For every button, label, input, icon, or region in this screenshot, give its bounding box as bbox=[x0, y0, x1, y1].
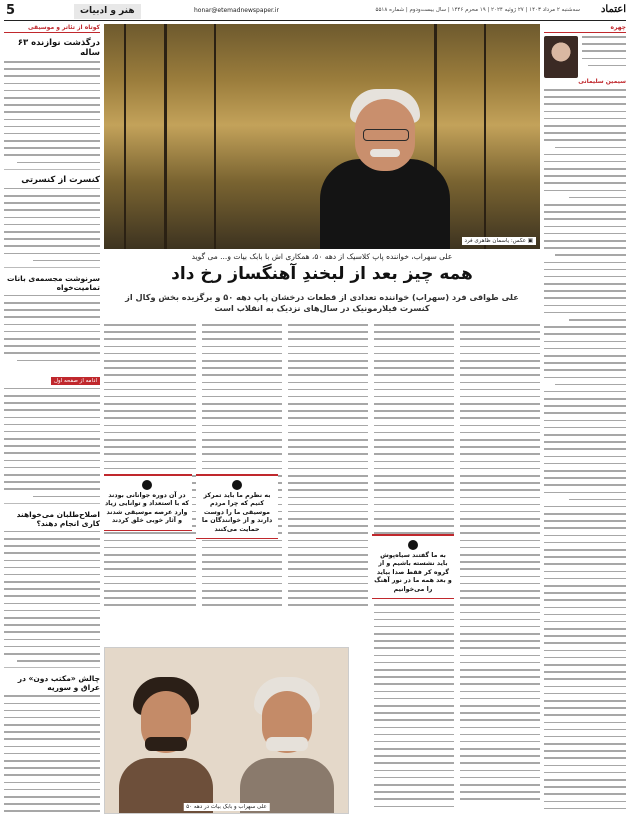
intro-text bbox=[582, 36, 626, 72]
pull-quote-2-text: به‌ نظرم ما باید تمرکز کنیم که چرا مردم موسیقی ما را دوست دارند و از خوانندگان ما حمایت می‌کنند bbox=[201, 492, 273, 533]
singer-portrait bbox=[310, 79, 460, 249]
contact-email[interactable]: honar@etemadnewspaper.ir bbox=[194, 7, 279, 14]
main-story bbox=[104, 24, 540, 814]
column-text bbox=[544, 89, 626, 809]
article-column-1 bbox=[460, 324, 540, 814]
left-column-tag-2: ادامه از صفحه اول bbox=[51, 377, 100, 385]
article-body bbox=[104, 324, 540, 814]
left-head-4: اصلاح‌طلبان می‌خواهند کاری انجام دهند؟ bbox=[16, 509, 100, 528]
story-kicker: علی سهراب، خواننده پاپ کلاسیک از دهه ۵۰، همکاری اش با بابک بیات و... می گوید bbox=[191, 252, 453, 261]
story-headline: همه چیز بعد از لبخندِ آهنگساز رخ داد bbox=[171, 264, 473, 284]
right-column bbox=[544, 24, 626, 814]
left-head-1: درگذشت نوازنده ۶۳ ساله bbox=[17, 38, 100, 58]
page-number: 5 bbox=[6, 3, 16, 18]
author-box bbox=[544, 36, 626, 78]
issue-line: سه‌شنبه ۲ مرداد ۱۴۰۳ | ۲۷ ژوئیه ۲۰۲۴ | ۱۹ محرم ۱۴۴۶ | سال بیست‌ودوم | شماره ۵۵۱۸ bbox=[375, 7, 580, 13]
left-column-tag: کوتاه از تئاتر و موسیقی bbox=[4, 24, 100, 33]
right-column-tag: چهره bbox=[544, 24, 626, 33]
author-photo bbox=[544, 36, 578, 78]
author-name: سیمین سلیمانی bbox=[578, 78, 626, 85]
pull-quote-3-text: در آن دوره جوانانی بودند که با استعداد و توانایی زیاد وارد عرصه موسیقی شدند و آثار خوبی خلق کردند bbox=[104, 492, 190, 525]
pull-quote-1-text: به ما گفتند سیاه‌پوش باید نشسته باشیم و از گروه کر فقط صدا بیاید و بعد همه ما در نور آهنگ را می‌خوانیم bbox=[374, 552, 452, 593]
newspaper-logo: اعتماد bbox=[600, 4, 626, 15]
section-title: هنر و ادبیات bbox=[74, 4, 141, 19]
story-subhead: علی طواقی فرد (سهراب) خواننده تعدادی از قطعات درخشان پاپ دهه ۵۰ و برگزیده بخش وکال از کنسرت فیلارمونیک در سال‌های نزدیک به انقلاب است bbox=[125, 292, 519, 313]
pull-quote-3 bbox=[104, 474, 192, 531]
person-right bbox=[232, 663, 342, 813]
left-column bbox=[4, 24, 100, 814]
left-head-2: کنسرت از کنسرتی bbox=[21, 174, 100, 185]
photo-credit: ▣ عکس: یاسمان ظاهری فرد bbox=[462, 237, 537, 245]
person-left bbox=[111, 663, 221, 813]
masthead bbox=[4, 4, 626, 21]
pull-quote-2 bbox=[196, 474, 278, 539]
pull-quote-1 bbox=[372, 534, 454, 599]
main-photo bbox=[104, 24, 540, 249]
left-head-3: سرنوشت مجسمه‌ی بانات تمامیت‌خواه bbox=[6, 273, 100, 292]
bottom-photo bbox=[104, 647, 349, 814]
left-head-5: چالش «مکتب دون» در عراق و سوریه bbox=[17, 674, 100, 693]
bottom-photo-caption: علی سهراب و بابک بیات در دهه ۵۰ bbox=[183, 803, 270, 811]
